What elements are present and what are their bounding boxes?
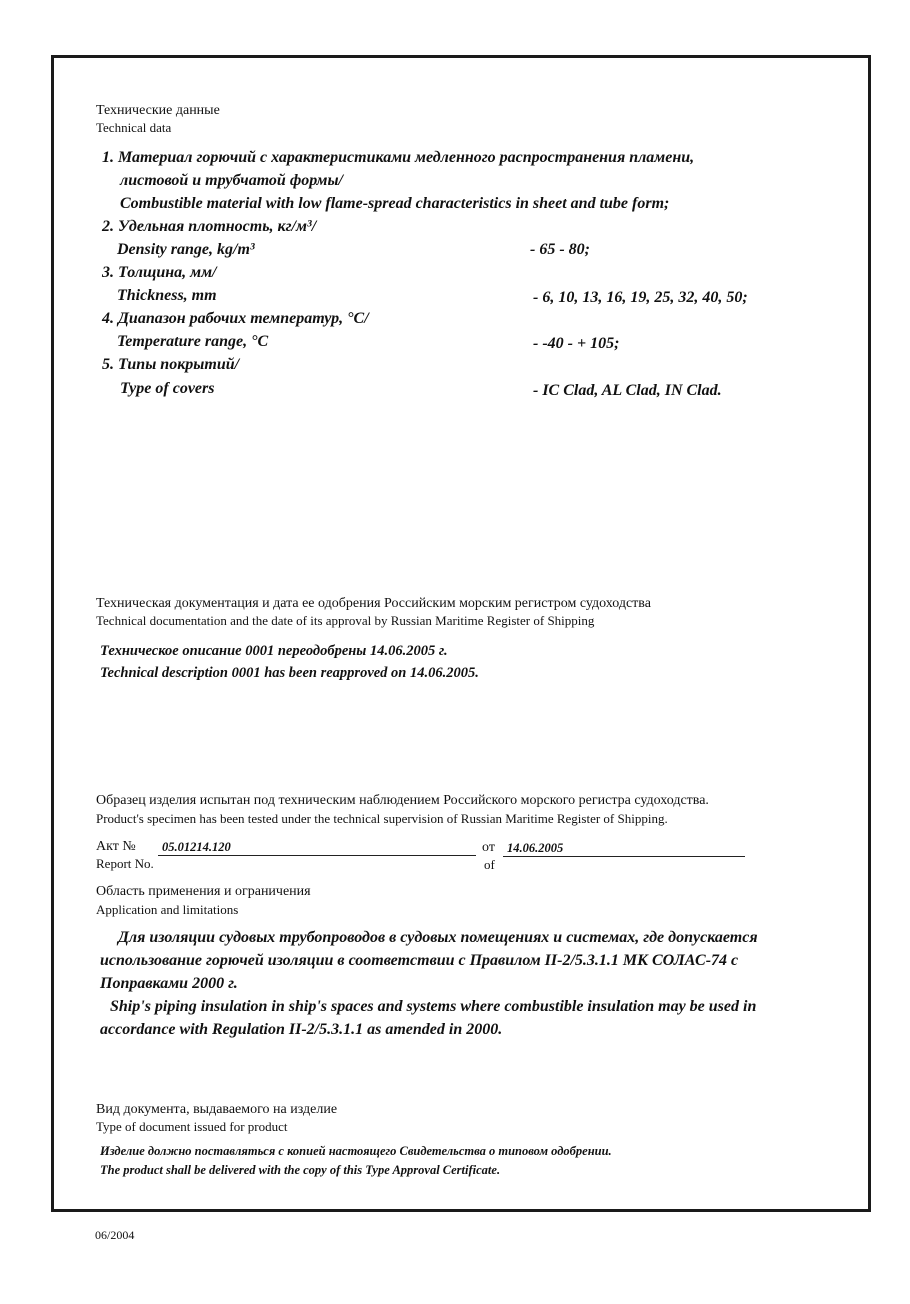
application-heading-ru: Область применения и ограничения [96,884,311,899]
document-type-heading-en: Type of document issued for product [96,1119,288,1134]
technical-data-title-ru: Технические данные [96,103,220,118]
item-2-ru: 2. Удельная плотность, кг/м³/ [102,218,317,235]
application-ru-line3: Поправками 2000 г. [100,975,238,992]
item-2-value: - 65 - 80; [530,241,590,258]
item-2-en: Density range, kg/m³ [117,241,255,258]
item-1-ru-line2: листовой и трубчатой формы/ [120,172,343,189]
act-label-ru: Акт № [96,839,136,854]
date-underline [503,856,745,857]
application-ru-line2: использование горючей изоляции в соответствии с Правилом II-2/5.3.1.1 МК СОЛАС-74 с [100,952,739,969]
act-number-underline [158,855,476,856]
date-label-ru: от [482,840,495,855]
documentation-text-en: Technical description 0001 has been reapproved on 14.06.2005. [100,665,479,681]
item-4-value: - -40 - + 105; [533,335,620,352]
item-3-ru: 3. Толщина, мм/ [102,264,217,281]
form-code: 06/2004 [95,1228,135,1242]
item-1-en: Combustible material with low flame-spread characteristics in sheet and tube form; [120,195,670,212]
document-type-text-ru: Изделие должно поставляться с копией настоящего Свидетельства о типовом одобрении. [100,1144,612,1158]
item-3-value: - 6, 10, 13, 16, 19, 25, 32, 40, 50; [533,289,748,306]
documentation-heading-en: Technical documentation and the date of its approval by Russian Maritime Register of Shipping [96,613,595,628]
technical-data-title-en: Technical data [96,120,172,135]
item-3-en: Thickness, mm [117,287,217,304]
application-en-line2: accordance with Regulation II-2/5.3.1.1 as amended in 2000. [100,1021,503,1038]
specimen-heading-en: Product's specimen has been tested under the technical supervision of Russian Maritime Register of Shipping. [96,811,668,826]
item-5-en: Type of covers [120,380,215,397]
item-5-value: - IC Clad, AL Clad, IN Clad. [533,382,722,399]
act-number: 05.01214.120 [162,840,231,854]
item-4-ru: 4. Диапазон рабочих температур, °C/ [102,310,369,327]
application-ru-line1: Для изоляции судовых трубопроводов в судовых помещениях и системах, где допускается [118,929,758,946]
item-5-ru: 5. Типы покрытий/ [102,356,240,373]
date-label-en: of [484,857,495,872]
specimen-heading-ru: Образец изделия испытан под техническим наблюдением Российского морского регистра судоходства. [96,793,709,808]
document-type-heading-ru: Вид документа, выдаваемого на изделие [96,1102,338,1117]
application-heading-en: Application and limitations [96,902,239,917]
application-en-line1: Ship's piping insulation in ship's spaces and systems where combustible insulation may be used in [110,998,757,1015]
documentation-text-ru: Техническое описание 0001 переодобрены 14.06.2005 г. [100,643,448,659]
item-1-ru-line1: 1. Материал горючий с характеристиками медленного распространения пламени, [102,149,695,166]
item-4-en: Temperature range, °C [117,333,269,350]
date-value: 14.06.2005 [507,841,564,855]
document-type-text-en: The product shall be delivered with the copy of this Type Approval Certificate. [100,1163,501,1177]
documentation-heading-ru: Техническая документация и дата ее одобрения Российским морским регистром судоходства [96,596,651,611]
act-label-en: Report No. [96,856,154,871]
